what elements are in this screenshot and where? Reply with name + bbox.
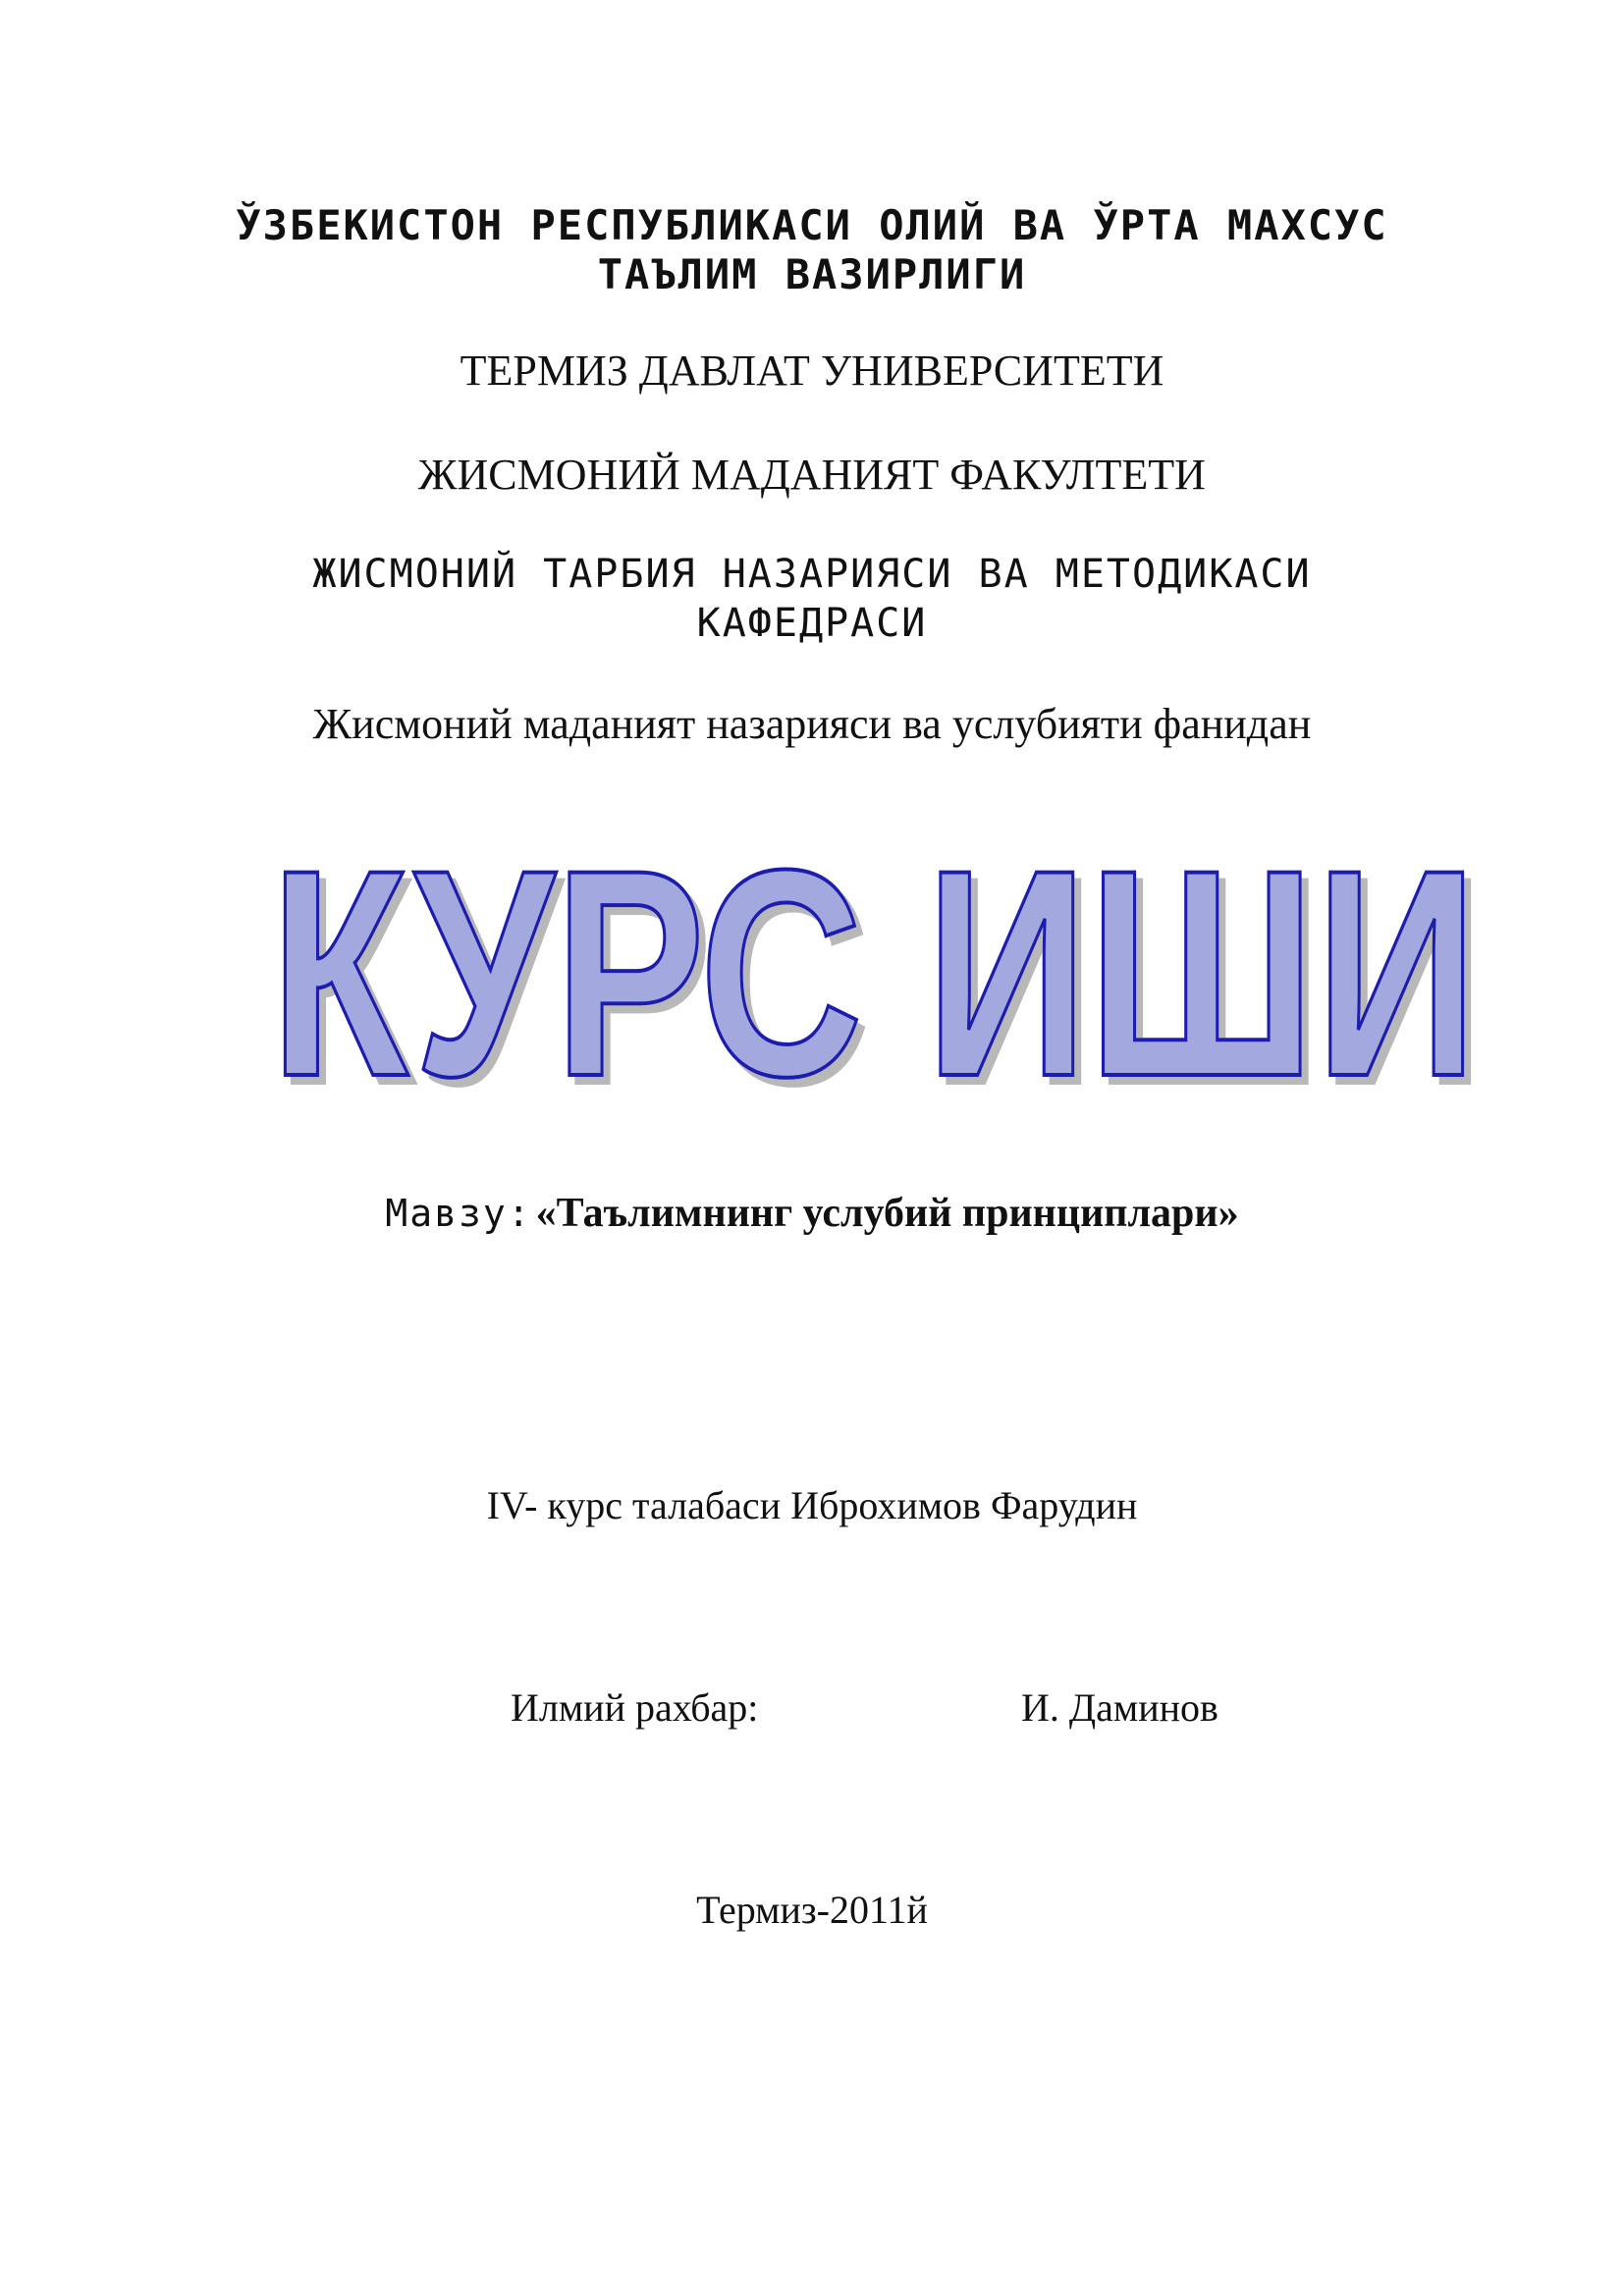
place-year: Термиз-2011й xyxy=(696,1888,928,1932)
ministry-line-1: ЎЗБЕКИСТОН РЕСПУБЛИКАСИ ОЛИЙ ВА ЎРТА МАХСУС xyxy=(236,201,1388,249)
subject-line: Жисмоний маданият назарияси ва услубияти фанидан xyxy=(312,700,1312,748)
course-work-title xyxy=(255,834,1492,1109)
faculty-name: ЖИСМОНИЙ МАДАНИЯТ ФАКУЛТЕТИ xyxy=(418,451,1206,499)
university-name: ТЕРМИЗ ДАВЛАТ УНИВЕРСИТЕТИ xyxy=(460,347,1164,395)
topic-value: «Таълимнинг услубий принциплари» xyxy=(535,1191,1239,1236)
department-line-1: ЖИСМОНИЙ ТАРБИЯ НАЗАРИЯСИ ВА МЕТОДИКАСИ xyxy=(312,552,1312,597)
student-line: IV- курс талабаси Иброхимов Фарудин xyxy=(486,1483,1138,1527)
department-line-2: КАФЕДРАСИ xyxy=(696,601,928,646)
ministry-line-2: ТАЪЛИМ ВАЗИРЛИГИ xyxy=(597,250,1027,298)
supervisor-label: Илмий рахбар: xyxy=(511,1685,759,1730)
supervisor-name: И. Даминов xyxy=(1021,1685,1218,1730)
topic-line xyxy=(0,1190,1624,1237)
topic-label: Мавзу: xyxy=(385,1192,532,1235)
title-text: КУРС ИШИ xyxy=(270,834,1478,1109)
